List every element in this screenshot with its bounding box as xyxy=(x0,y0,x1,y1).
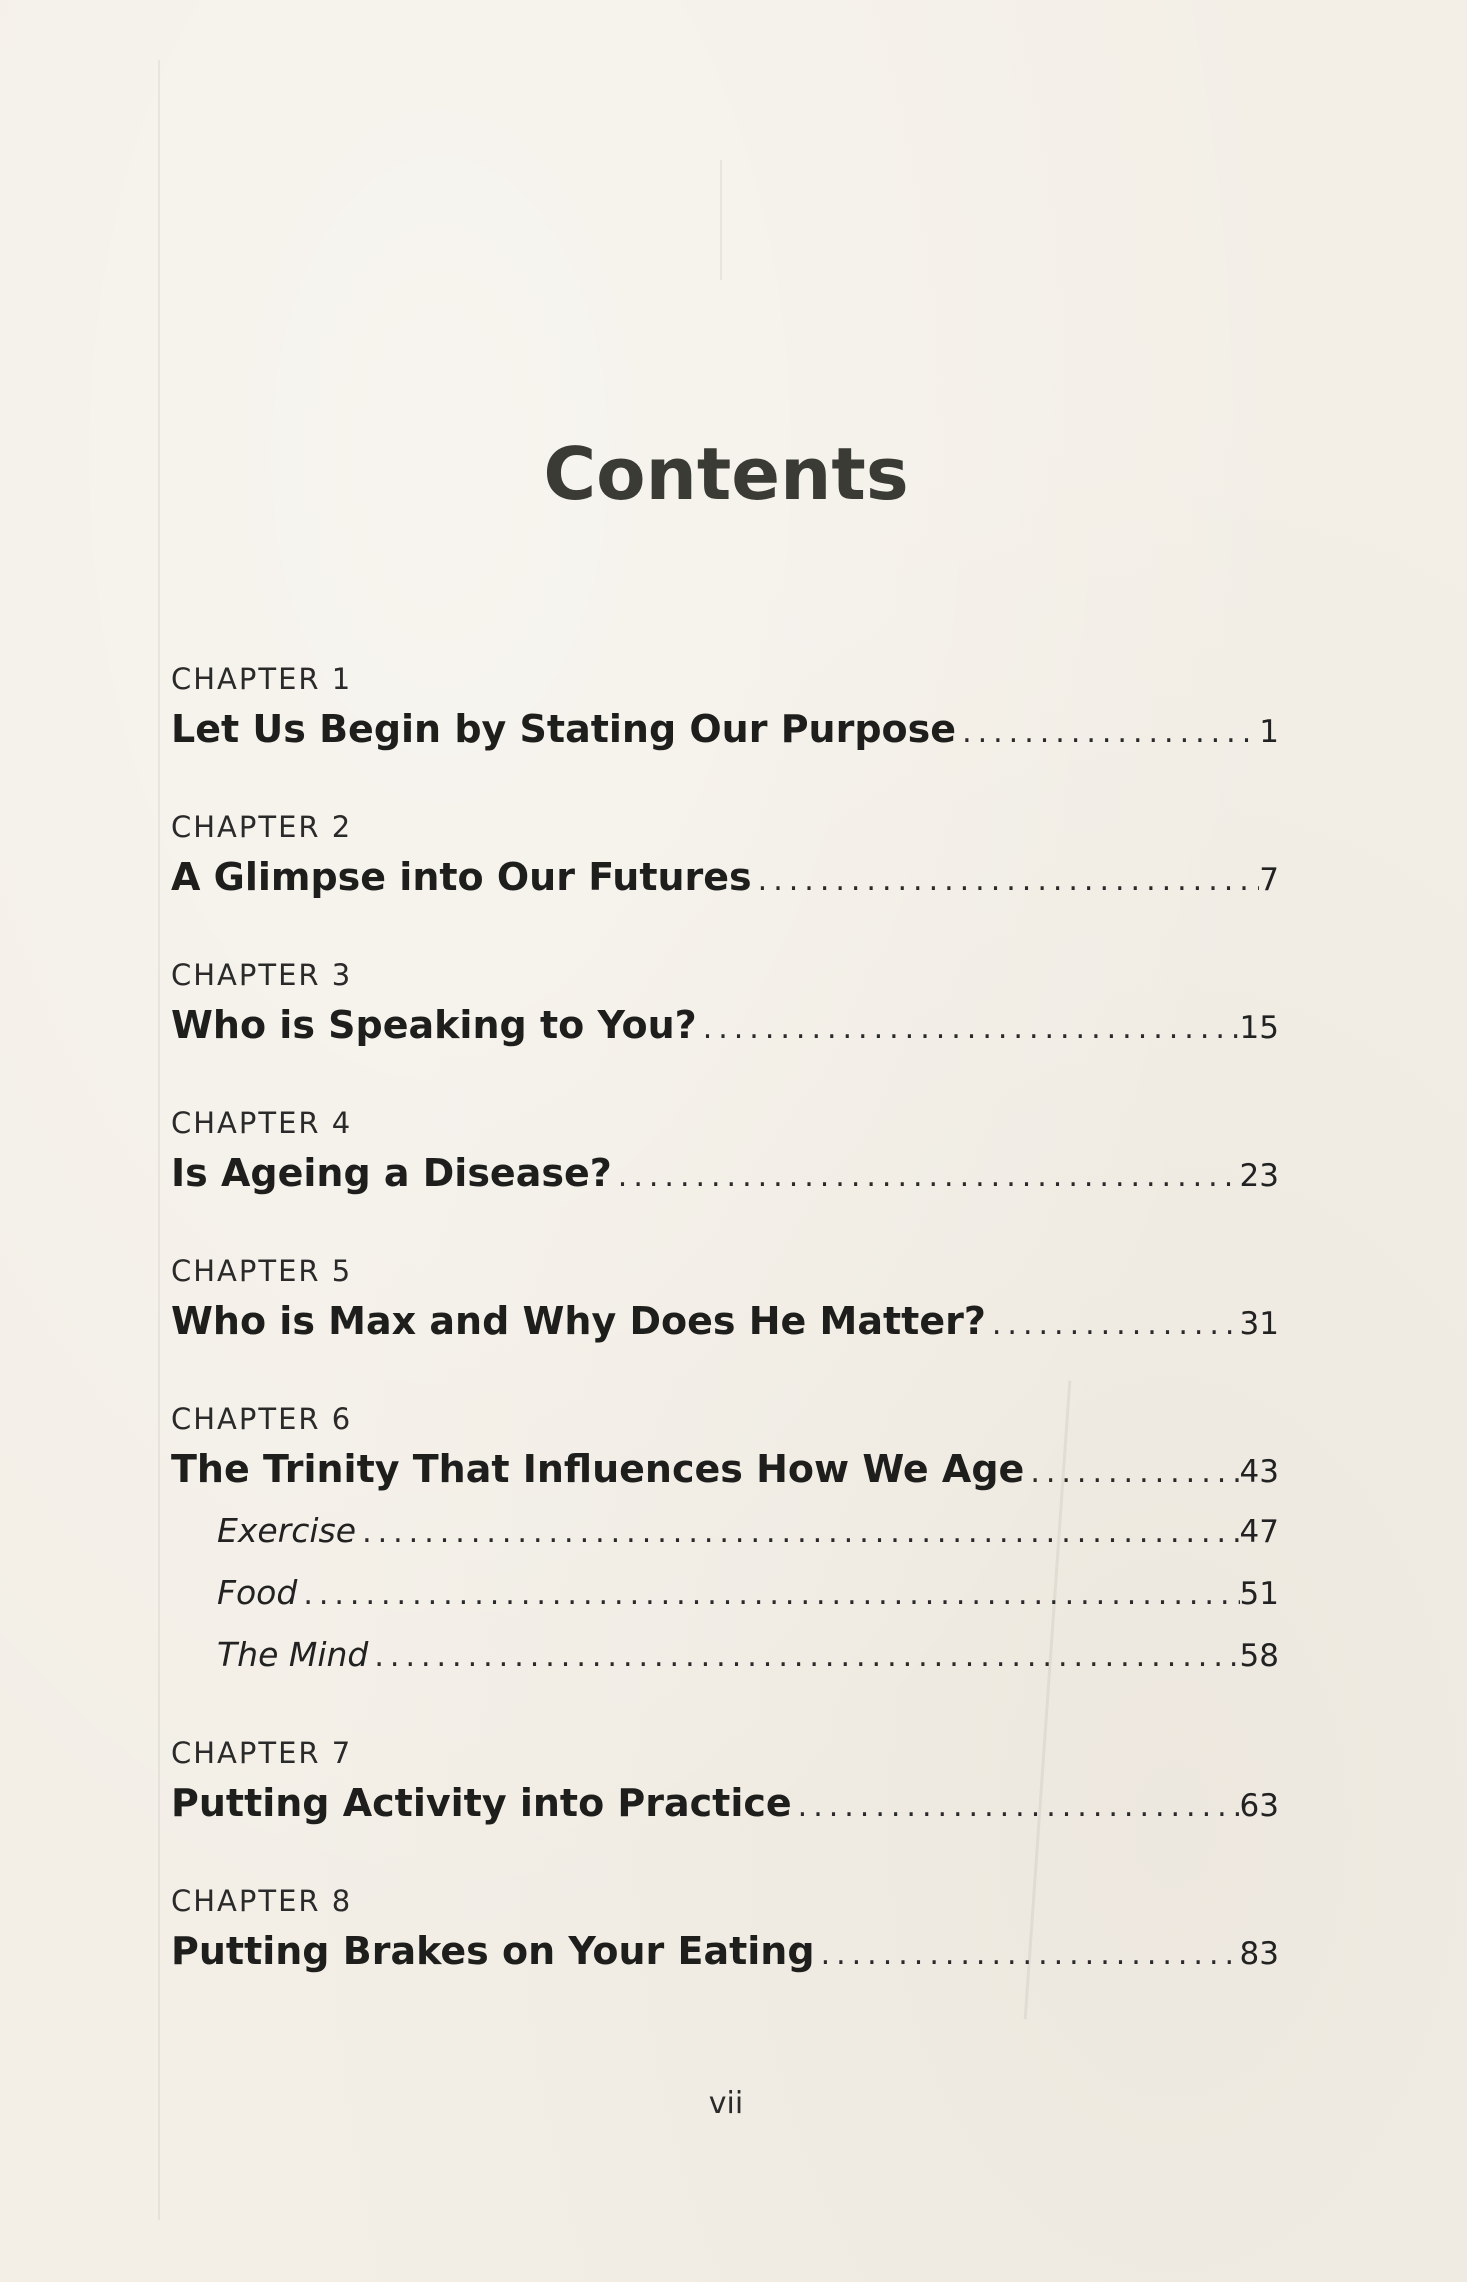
table-of-contents xyxy=(171,660,1279,2030)
dot-leader xyxy=(752,850,1260,908)
chapter-label: CHAPTER 2 xyxy=(171,810,353,844)
dot-leader xyxy=(368,1626,1239,1686)
chapter-entry xyxy=(171,1400,1279,1686)
section-line xyxy=(171,1624,1279,1686)
chapter-label: CHAPTER 6 xyxy=(171,1402,353,1436)
dot-leader xyxy=(356,1502,1239,1562)
chapter-line xyxy=(171,1438,1279,1500)
dot-leader xyxy=(1024,1442,1239,1500)
chapter-entry xyxy=(171,1104,1279,1204)
chapter-title: Putting Activity into Practice xyxy=(171,1781,792,1825)
dot-leader xyxy=(986,1294,1240,1352)
page-number: 58 xyxy=(1239,1638,1279,1674)
page-number: 15 xyxy=(1239,1010,1279,1046)
dot-leader xyxy=(612,1146,1240,1204)
chapter-entry xyxy=(171,1252,1279,1352)
chapter-title: Who is Max and Why Does He Matter? xyxy=(171,1299,986,1343)
page-number: 47 xyxy=(1239,1514,1279,1550)
chapter-label: CHAPTER 5 xyxy=(171,1254,353,1288)
chapter-title: A Glimpse into Our Futures xyxy=(171,855,752,899)
page-number: 83 xyxy=(1239,1936,1279,1972)
section-line xyxy=(171,1562,1279,1624)
chapter-title: The Trinity That Influences How We Age xyxy=(171,1447,1025,1491)
paper-crease xyxy=(158,60,160,2220)
chapter-entry xyxy=(171,1734,1279,1834)
chapter-line xyxy=(171,994,1279,1056)
chapter-line xyxy=(171,698,1279,760)
page-number: 1 xyxy=(1259,714,1279,750)
dot-leader xyxy=(956,702,1259,760)
chapter-label: CHAPTER 3 xyxy=(171,958,353,992)
chapter-title: Let Us Begin by Stating Our Purpose xyxy=(171,707,957,751)
chapter-line xyxy=(171,1772,1279,1834)
chapter-line xyxy=(171,1920,1279,1982)
chapter-label: CHAPTER 8 xyxy=(171,1884,353,1918)
chapter-label: CHAPTER 4 xyxy=(171,1106,353,1140)
chapter-entry xyxy=(171,808,1279,908)
chapter-label: CHAPTER 1 xyxy=(171,662,353,696)
chapter-line xyxy=(171,846,1279,908)
dot-leader xyxy=(815,1924,1240,1982)
chapter-line xyxy=(171,1290,1279,1352)
page-number: 43 xyxy=(1239,1454,1279,1490)
chapter-line xyxy=(171,1142,1279,1204)
section-title: Food xyxy=(217,1573,298,1612)
section-title: Exercise xyxy=(217,1511,357,1550)
page-number: 7 xyxy=(1259,862,1279,898)
dot-leader xyxy=(297,1564,1239,1624)
chapter-label: CHAPTER 7 xyxy=(171,1736,353,1770)
chapter-title: Who is Speaking to You? xyxy=(171,1003,697,1047)
page-number: 31 xyxy=(1239,1306,1279,1342)
page-number: 23 xyxy=(1239,1158,1279,1194)
page-title: Contents xyxy=(543,432,909,517)
chapter-entry xyxy=(171,956,1279,1056)
chapter-title: Is Ageing a Disease? xyxy=(171,1151,612,1195)
chapter-entry xyxy=(171,660,1279,760)
paper-crease xyxy=(720,160,722,280)
section-title: The Mind xyxy=(217,1635,369,1674)
section-line xyxy=(171,1500,1279,1562)
chapter-title: Putting Brakes on Your Eating xyxy=(171,1929,815,1973)
dot-leader xyxy=(792,1776,1240,1834)
page-number: 63 xyxy=(1239,1788,1279,1824)
page-folio: vii xyxy=(708,2086,744,2121)
dot-leader xyxy=(697,998,1240,1056)
page-number: 51 xyxy=(1239,1576,1279,1612)
chapter-entry xyxy=(171,1882,1279,1982)
